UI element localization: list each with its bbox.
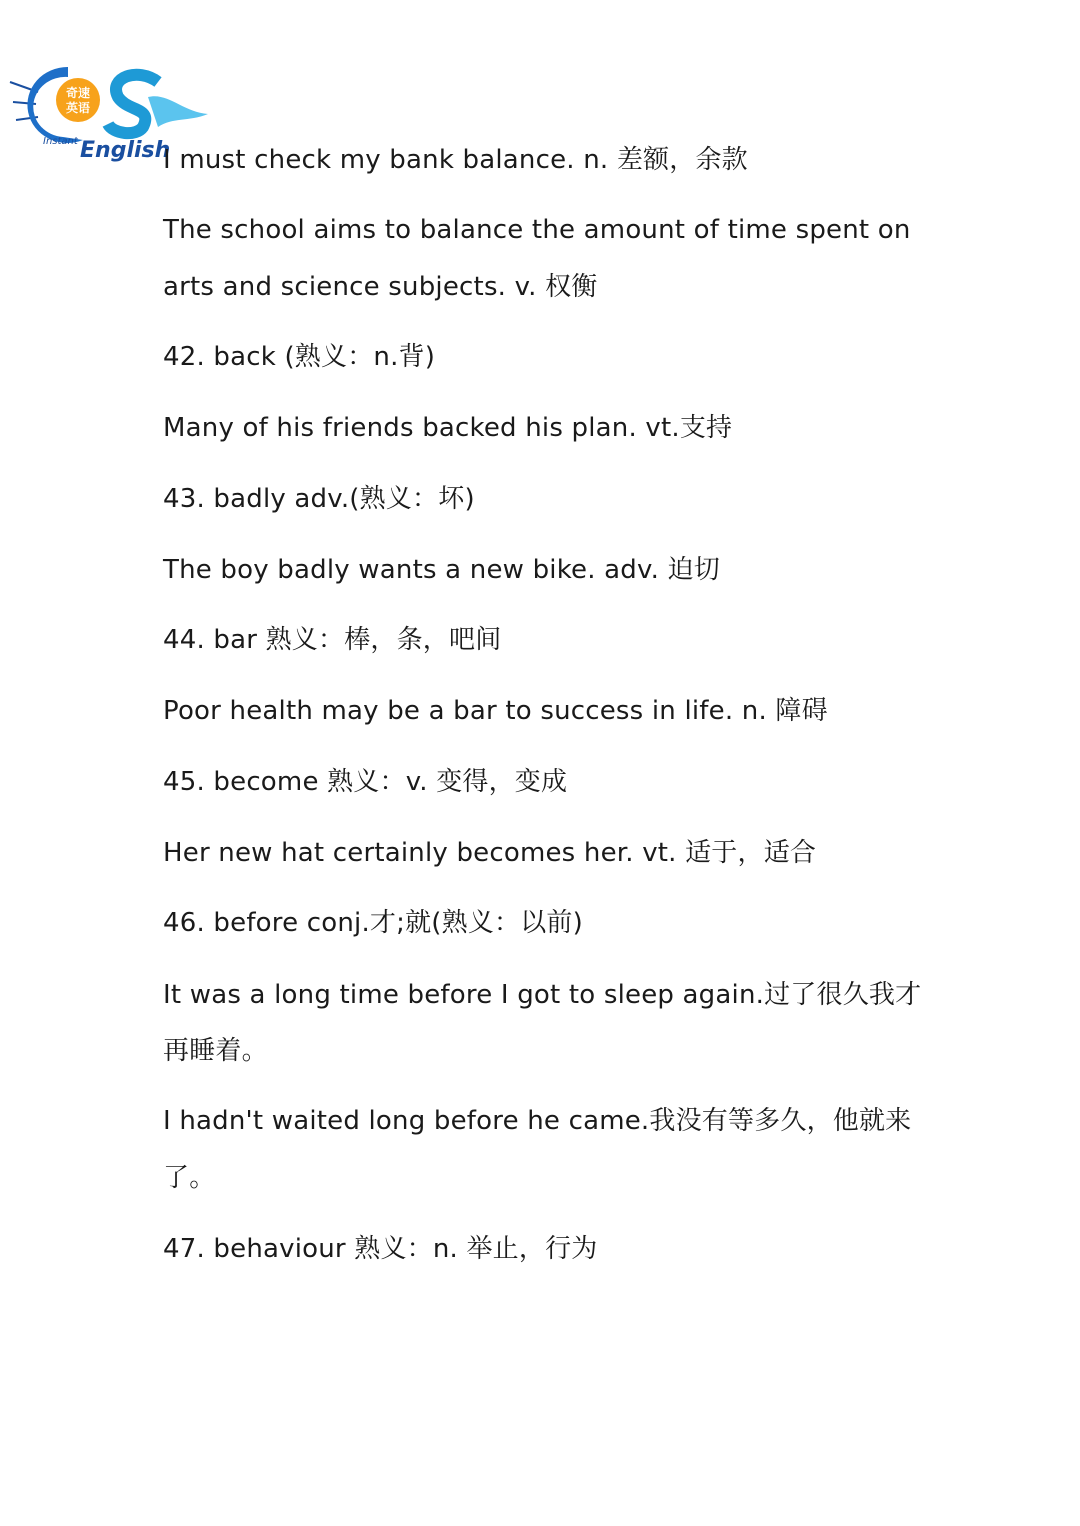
text-line: 43. badly adv.(熟义：坏) <box>163 484 475 514</box>
logo-text: 奇速 <box>65 86 91 100</box>
logo-text: Instant <box>43 136 78 147</box>
text-line: The boy badly wants a new bike. adv. 迫切 <box>163 555 720 585</box>
text-line: I must check my bank balance. n. 差额，余款 <box>163 145 748 175</box>
text-line: The school aims to balance the amount of time spent on <box>163 215 911 245</box>
text-line: It was a long time before I got to sleep again.过了很久我才 <box>163 980 922 1010</box>
text-line: 46. before conj.才;就(熟义：以前) <box>163 908 583 938</box>
logo-text: 英语 <box>65 101 91 115</box>
text-line: 再睡着。 <box>163 1036 268 1066</box>
text-line: I hadn't waited long before he came.我没有等多久，他就来 <box>163 1106 912 1136</box>
text-line: Many of his friends backed his plan. vt.支持 <box>163 413 733 443</box>
text-line: 42. back (熟义：n.背) <box>163 342 436 372</box>
text-line: Poor health may be a bar to success in life. n. 障碍 <box>163 696 828 726</box>
text-line: 了。 <box>163 1163 216 1193</box>
text-line: 47. behaviour 熟义：n. 举止，行为 <box>163 1234 598 1264</box>
text-line: 45. become 熟义：v. 变得，变成 <box>163 767 568 797</box>
text-line: 44. bar 熟义：棒，条，吧间 <box>163 625 502 655</box>
logo-text: English <box>80 138 171 162</box>
text-line: Her new hat certainly becomes her. vt. 适于，适合 <box>163 838 817 868</box>
text-line: arts and science subjects. v. 权衡 <box>163 272 598 302</box>
